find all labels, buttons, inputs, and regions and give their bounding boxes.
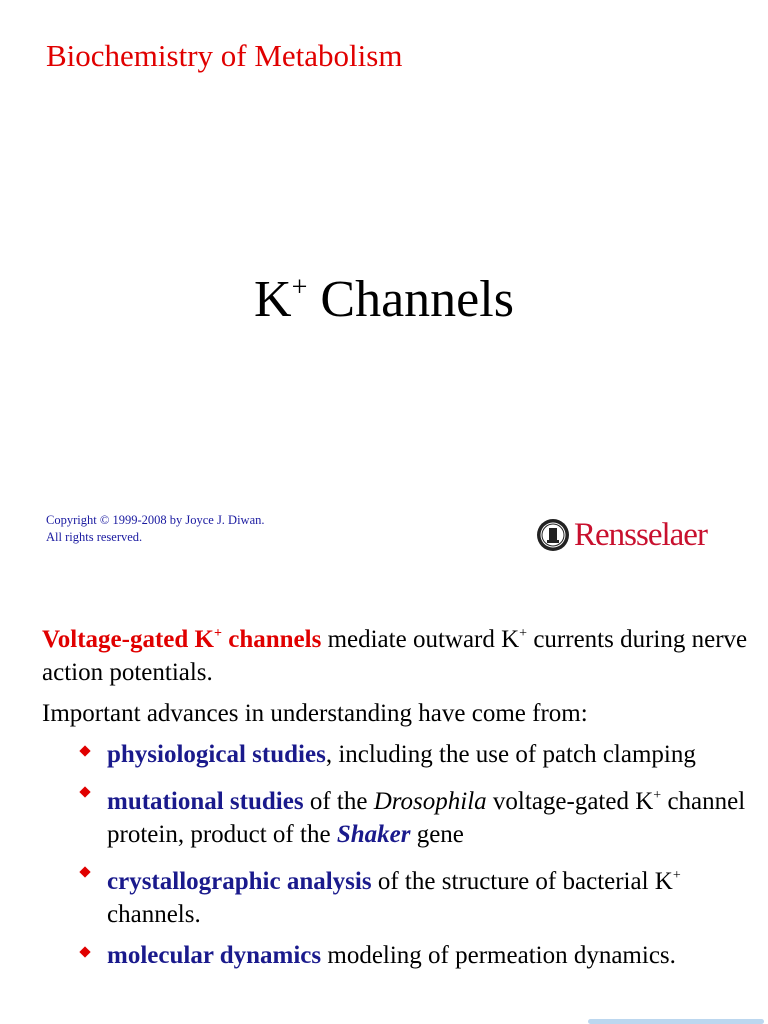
item-term: mutational studies	[107, 788, 304, 815]
title-k: K	[254, 271, 292, 328]
intro-text: mediate outward K	[321, 626, 520, 653]
term-text-end: channels	[221, 626, 322, 653]
rights-line: All rights reserved.	[46, 530, 143, 544]
item-term: physiological studies	[107, 741, 326, 768]
item-superscript: +	[672, 868, 681, 883]
seal-icon	[536, 518, 570, 552]
item-text: modeling of permeation dynamics.	[321, 942, 676, 969]
intro-text-end: currents during nerve action potentials.	[42, 626, 748, 686]
list-item	[107, 859, 752, 931]
term-superscript: +	[213, 626, 222, 641]
item-text: of the structure of bacterial K	[371, 868, 673, 895]
copyright-notice	[46, 512, 265, 546]
item-text: channel protein, product of the	[107, 788, 746, 848]
advances-paragraph: Important advances in understanding have come from:	[42, 700, 588, 727]
term-text: Voltage-gated K	[42, 626, 214, 653]
item-gene: Shaker	[336, 821, 411, 848]
course-title: Biochemistry of Metabolism	[46, 38, 403, 73]
item-superscript: +	[653, 788, 662, 803]
list-item	[107, 779, 752, 851]
list-item	[107, 939, 752, 972]
title-superscript: +	[291, 272, 308, 303]
item-text: voltage-gated K	[486, 788, 654, 815]
logo-wordmark: Rensselaer	[574, 516, 707, 553]
copyright-line: Copyright © 1999-2008 by Joyce J. Diwan.	[46, 513, 265, 527]
item-text: channels.	[107, 901, 201, 928]
advances-list	[42, 738, 752, 972]
diamond-bullet-icon	[79, 745, 90, 756]
item-text: , including the use of patch clamping	[325, 741, 696, 768]
title-rest: Channels	[307, 271, 514, 328]
scroll-indicator[interactable]	[588, 1019, 764, 1024]
diamond-bullet-icon	[79, 946, 90, 957]
item-term: molecular dynamics	[107, 942, 322, 969]
item-text: gene	[410, 821, 464, 848]
slide-title	[0, 270, 768, 329]
intro-paragraph	[42, 617, 752, 689]
item-text: of the	[303, 788, 374, 815]
item-term: crystallographic analysis	[107, 868, 372, 895]
rensselaer-logo	[536, 515, 707, 555]
diamond-bullet-icon	[79, 866, 90, 877]
item-species: Drosophila	[373, 788, 487, 815]
slide-body	[42, 617, 752, 980]
term-voltage-gated	[42, 626, 321, 653]
diamond-bullet-icon	[79, 786, 90, 797]
intro-superscript: +	[519, 626, 528, 641]
list-item	[107, 738, 752, 771]
